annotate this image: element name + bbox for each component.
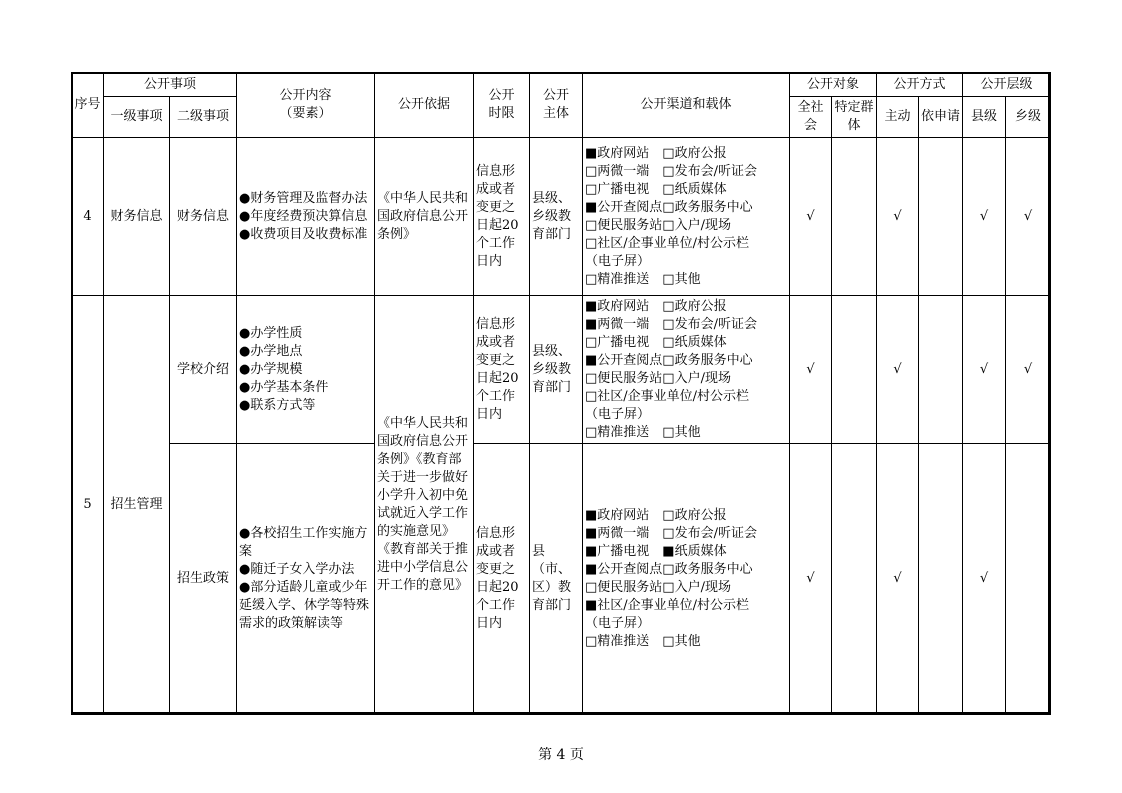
row5a-time: 信息形成或者变更之日起20个工作日内 — [474, 296, 530, 444]
row4-level-township: √ — [1006, 138, 1051, 296]
row5-seq: 5 — [72, 296, 104, 715]
row4-content — [237, 138, 375, 296]
row5a-target-all: √ — [790, 296, 832, 444]
page-number: 第 4 页 — [538, 747, 584, 763]
row5b-content-item: ●随迁子女入学办法 — [239, 562, 355, 577]
channel-line: □广播电视 □纸质媒体 — [585, 334, 727, 350]
header-time — [474, 73, 530, 138]
row5a-channels — [583, 296, 790, 444]
row5b-level-county: √ — [963, 444, 1006, 715]
row4-subject: 县级、乡级教育部门 — [530, 138, 583, 296]
row5a-level-county: √ — [963, 296, 1006, 444]
channel-line: （电子屏） — [585, 406, 651, 422]
channel-line: □精准推送 □其他 — [585, 634, 701, 649]
row4-method-active: √ — [877, 138, 919, 296]
channel-line: ■两微一端 □发布会/听证会 — [585, 316, 757, 332]
channel-line: ■两微一端 □发布会/听证会 — [585, 526, 757, 541]
row5b-target-specific — [832, 444, 877, 715]
row5a-content-item: ●办学地点 — [239, 343, 303, 359]
header-content-line2: （要素） — [279, 106, 332, 121]
header-time-line1: 公开 — [488, 88, 515, 103]
row4-content-item: ●财务管理及监督办法 — [239, 190, 368, 206]
row5a-target-specific — [832, 296, 877, 444]
channel-line: □便民服务站□入户/现场 — [585, 370, 731, 386]
header-method: 公开方式 — [877, 73, 963, 97]
header-target-all: 全社会 — [790, 97, 832, 138]
header-content-line1: 公开内容 — [279, 88, 332, 103]
row5a-level2: 学校介绍 — [170, 296, 237, 444]
row4-content-item: ●收费项目及收费标准 — [239, 226, 368, 242]
row5b-method-request — [919, 444, 963, 715]
table-row — [72, 296, 1051, 444]
row5a-content — [237, 296, 375, 444]
channel-line: ■政府网站 □政府公报 — [585, 145, 727, 161]
header-target-specific: 特定群体 — [832, 97, 877, 138]
row5b-channels — [583, 444, 790, 715]
row4-level1: 财务信息 — [104, 138, 170, 296]
row5a-content-item: ●联系方式等 — [239, 397, 316, 413]
channel-line: □两微一端 □发布会/听证会 — [585, 163, 757, 179]
header-time-line2: 时限 — [488, 106, 515, 121]
channel-line: □便民服务站□入户/现场 — [585, 580, 731, 595]
row4-method-request — [919, 138, 963, 296]
header-channel: 公开渠道和载体 — [583, 73, 790, 138]
channel-line: □社区/企事业单位/村公示栏 — [585, 388, 750, 404]
channel-line: ■公开查阅点□政务服务中心 — [585, 199, 753, 215]
channel-line: ■公开查阅点□政务服务中心 — [585, 352, 753, 368]
header-row-1 — [72, 73, 1051, 97]
row5b-level2: 招生政策 — [170, 444, 237, 715]
row5b-subject: 县（市、区）教育部门 — [530, 444, 583, 715]
channel-line: □社区/企事业单位/村公示栏 — [585, 235, 750, 251]
row5b-content-item: ●部分适龄儿童或少年延缓入学、休学等特殊需求的政策解读等 — [239, 580, 370, 631]
header-subject-line1: 公开 — [543, 88, 570, 103]
row4-target-specific — [832, 138, 877, 296]
row5b-method-active: √ — [877, 444, 919, 715]
disclosure-table — [71, 72, 1051, 715]
channel-line: （电子屏） — [585, 616, 651, 631]
header-level1: 一级事项 — [104, 97, 170, 138]
header-method-active: 主动 — [877, 97, 919, 138]
row4-seq: 4 — [72, 138, 104, 296]
row4-content-item: ●年度经费预决算信息 — [239, 208, 368, 224]
row5a-method-active: √ — [877, 296, 919, 444]
row5b-content-item: ●各校招生工作实施方案 — [239, 526, 368, 559]
channel-line: □精准推送 □其他 — [585, 424, 701, 440]
row4-level2: 财务信息 — [170, 138, 237, 296]
channel-line: （电子屏） — [585, 253, 651, 269]
row5a-content-item: ●办学基本条件 — [239, 379, 329, 395]
header-content — [237, 73, 375, 138]
row5b-content — [237, 444, 375, 715]
header-subject — [530, 73, 583, 138]
row4-basis: 《中华人民共和国政府信息公开条例》 — [375, 138, 474, 296]
row5b-time: 信息形成或者变更之日起20个工作日内 — [474, 444, 530, 715]
row5a-content-item: ●办学性质 — [239, 325, 303, 341]
row5a-content-item: ●办学规模 — [239, 361, 303, 377]
row4-target-all: √ — [790, 138, 832, 296]
header-level-county: 县级 — [963, 97, 1006, 138]
row5a-method-request — [919, 296, 963, 444]
channel-line: ■社区/企事业单位/村公示栏 — [585, 598, 750, 613]
channel-line: ■广播电视 ■纸质媒体 — [585, 544, 727, 559]
row4-level-county: √ — [963, 138, 1006, 296]
header-seq: 序号 — [72, 73, 104, 138]
header-level: 公开层级 — [963, 73, 1051, 97]
channel-line: □便民服务站□入户/现场 — [585, 217, 731, 233]
row5b-target-all: √ — [790, 444, 832, 715]
row5-level1: 招生管理 — [104, 296, 170, 715]
row4-channels — [583, 138, 790, 296]
channel-line: ■政府网站 □政府公报 — [585, 508, 727, 523]
row5b-level-township — [1006, 444, 1051, 715]
header-target: 公开对象 — [790, 73, 877, 97]
row5-basis: 《中华人民共和国政府信息公开条例》《教育部关于进一步做好小学升入初中免试就近入学工作的实施意见》《教育部关于推进中小学信息公开工作的意见》 — [375, 296, 474, 715]
header-level-township: 乡级 — [1006, 97, 1051, 138]
header-subject-line2: 主体 — [543, 106, 570, 121]
channel-line: □精准推送 □其他 — [585, 271, 701, 287]
table-row — [72, 444, 1051, 715]
header-basis: 公开依据 — [375, 73, 474, 138]
table-row — [72, 138, 1051, 296]
channel-line: ■公开查阅点□政务服务中心 — [585, 562, 753, 577]
row5a-subject: 县级、乡级教育部门 — [530, 296, 583, 444]
row5a-level-township: √ — [1006, 296, 1051, 444]
channel-line: ■政府网站 □政府公报 — [585, 298, 727, 314]
channel-line: □广播电视 □纸质媒体 — [585, 181, 727, 197]
header-level2: 二级事项 — [170, 97, 237, 138]
header-public-item: 公开事项 — [104, 73, 237, 97]
row4-time: 信息形成或者变更之日起20个工作日内 — [474, 138, 530, 296]
header-method-request: 依申请 — [919, 97, 963, 138]
